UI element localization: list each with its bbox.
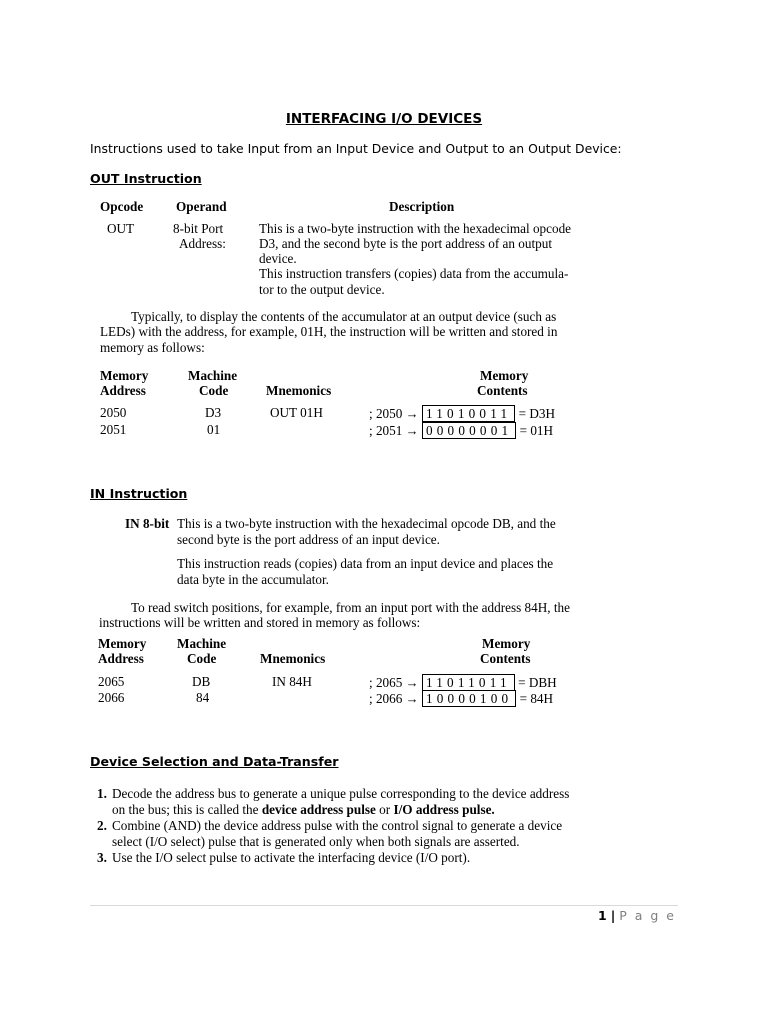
- out-opcode: OUT: [107, 221, 135, 236]
- in-desc-line: data byte in the accumulator.: [177, 572, 329, 587]
- col-header-operand: Operand: [176, 199, 227, 214]
- out-paragraph-line: LEDs) with the address, for example, 01H, the instruction will be written and stored in: [100, 324, 558, 339]
- page-title: INTERFACING I/O DEVICES: [285, 111, 483, 127]
- machine-code-header: Machine: [188, 368, 238, 383]
- step-text-part: or: [375, 802, 394, 817]
- right-arrow-icon: →: [405, 675, 419, 690]
- row-address: 2051: [100, 422, 127, 437]
- in-paragraph-line: instructions will be written and stored in memory as follows:: [99, 615, 421, 630]
- step-number: 2.: [97, 818, 107, 833]
- row-hex: = 84H: [519, 691, 554, 706]
- row-hex: = D3H: [518, 406, 555, 421]
- out-heading: OUT Instruction: [90, 171, 202, 186]
- row-ref: ; 2066: [369, 691, 403, 706]
- bit-pattern-box: 11010011: [422, 405, 515, 422]
- col-header-opcode: Opcode: [100, 199, 144, 214]
- step-text: select (I/O select) pulse that is generated only when both signals are asserted.: [112, 834, 520, 849]
- out-paragraph-line: Typically, to display the contents of the accumulator at an output device (such as: [131, 309, 557, 324]
- machine-code-header: Code: [199, 383, 229, 398]
- footer-divider: [90, 905, 678, 906]
- out-desc-line: This instruction transfers (copies) data from the accumula-: [259, 266, 569, 281]
- step-text-part: on the bus; this is called the: [112, 802, 262, 817]
- mem-address-header: Memory: [98, 636, 147, 651]
- out-desc-line: device.: [259, 251, 297, 266]
- row-mnemonic: OUT 01H: [270, 405, 323, 420]
- machine-code-header: Machine: [177, 636, 227, 651]
- mnemonics-header: Mnemonics: [260, 651, 326, 666]
- row-code: 84: [196, 690, 210, 705]
- step-text: Combine (AND) the device address pulse with the control signal to generate a device: [112, 818, 563, 833]
- row-memory-ref: [369, 405, 555, 422]
- mem-contents-header: Contents: [480, 651, 531, 666]
- in-paragraph-line: To read switch positions, for example, from an input port with the address 84H, the: [131, 600, 570, 615]
- bit-pattern-box: 10000100: [422, 690, 516, 707]
- step-text: [112, 802, 495, 818]
- bit-pattern-box: 00000001: [422, 422, 516, 439]
- in-desc-line: second byte is the port address of an input device.: [177, 532, 440, 547]
- col-header-description: Description: [389, 199, 455, 214]
- out-desc-line: D3, and the second byte is the port address of an output: [259, 236, 552, 251]
- page-label: P a g e: [619, 908, 676, 923]
- row-address: 2065: [98, 674, 125, 689]
- in-label: IN 8-bit: [125, 516, 170, 531]
- right-arrow-icon: →: [405, 423, 419, 438]
- out-desc-line: tor to the output device.: [259, 282, 385, 297]
- page-number: 1: [598, 908, 607, 923]
- intro-text: Instructions used to take Input from an Input Device and Output to an Output Device:: [90, 141, 622, 156]
- row-memory-ref: [369, 674, 557, 691]
- row-ref: ; 2051: [369, 423, 403, 438]
- row-code: DB: [192, 674, 211, 689]
- row-hex: = DBH: [518, 675, 557, 690]
- mem-address-header: Memory: [100, 368, 149, 383]
- row-code: 01: [207, 422, 221, 437]
- right-arrow-icon: →: [405, 691, 419, 706]
- machine-code-header: Code: [187, 651, 217, 666]
- step-term: I/O address pulse.: [393, 802, 495, 817]
- row-code: D3: [205, 405, 222, 420]
- mem-address-header: Address: [100, 383, 146, 398]
- in-desc-line: This instruction reads (copies) data from an input device and places the: [177, 556, 554, 571]
- row-ref: ; 2065: [369, 675, 403, 690]
- mnemonics-header: Mnemonics: [266, 383, 332, 398]
- row-hex: = 01H: [519, 423, 554, 438]
- mem-address-header: Address: [98, 651, 144, 666]
- out-paragraph-line: memory as follows:: [100, 340, 205, 355]
- step-number: 1.: [97, 786, 107, 801]
- bit-pattern-box: 11011011: [422, 674, 515, 691]
- row-ref: ; 2050: [369, 406, 403, 421]
- out-desc-line: This is a two-byte instruction with the hexadecimal opcode: [259, 221, 572, 236]
- page-separator: |: [610, 908, 616, 923]
- step-term: device address pulse: [261, 802, 376, 817]
- row-memory-ref: [369, 690, 553, 707]
- out-operand-line2: Address:: [179, 236, 226, 251]
- in-desc-line: This is a two-byte instruction with the hexadecimal opcode DB, and the: [177, 516, 556, 531]
- row-address: 2066: [98, 690, 125, 705]
- mem-contents-header: Memory: [480, 368, 529, 383]
- mem-contents-header: Contents: [477, 383, 528, 398]
- page-footer: [598, 908, 676, 923]
- step-text: Decode the address bus to generate a unique pulse corresponding to the device address: [112, 786, 570, 801]
- right-arrow-icon: →: [405, 406, 419, 421]
- row-address: 2050: [100, 405, 127, 420]
- step-text: Use the I/O select pulse to activate the interfacing device (I/O port).: [112, 850, 471, 865]
- row-memory-ref: [369, 422, 553, 439]
- out-operand-line1: 8-bit Port: [173, 221, 224, 236]
- row-mnemonic: IN 84H: [272, 674, 312, 689]
- mem-contents-header: Memory: [482, 636, 531, 651]
- step-number: 3.: [97, 850, 107, 865]
- device-heading: Device Selection and Data-Transfer: [90, 754, 339, 769]
- in-heading: IN Instruction: [90, 486, 188, 501]
